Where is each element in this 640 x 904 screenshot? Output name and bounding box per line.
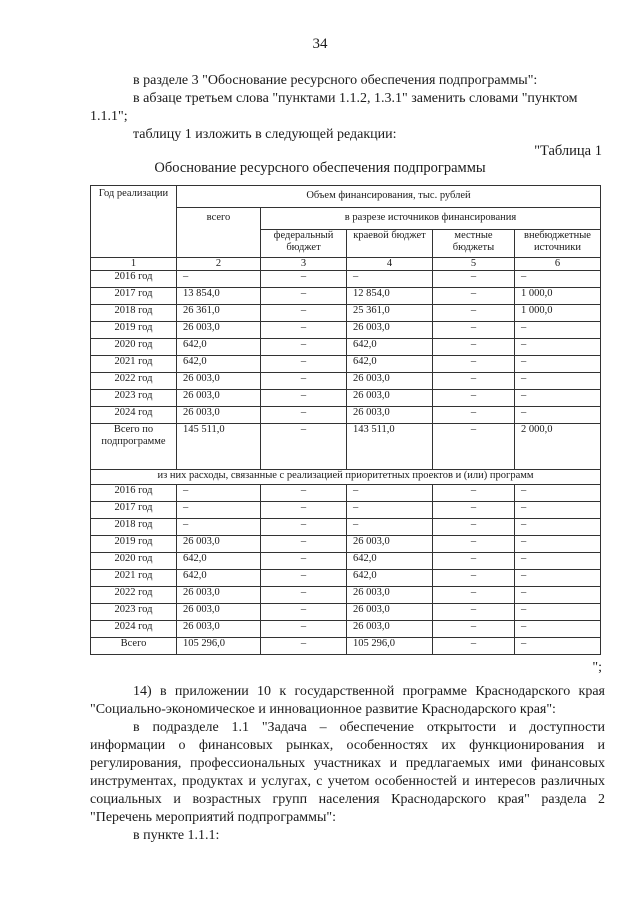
section-label: из них расходы, связанные с реализацией приоритетных проектов и (или) программ [91, 470, 601, 485]
paragraph-point: в пункте 1.1.1: [133, 828, 220, 843]
row-value-cell: – [433, 638, 515, 655]
col-number: 1 [91, 258, 177, 271]
row-year-cell: 2016 год [91, 485, 177, 502]
row-value-cell: 642,0 [347, 356, 433, 373]
row-value-cell: – [261, 502, 347, 519]
row-year-cell: 2023 год [91, 390, 177, 407]
row-value-cell: 13 854,0 [177, 288, 261, 305]
table-row [91, 356, 601, 373]
row-value-cell: – [433, 322, 515, 339]
row-year-cell: 2019 год [91, 536, 177, 553]
row-year-cell: 2022 год [91, 587, 177, 604]
column-number-row [91, 258, 601, 271]
row-value-cell: – [433, 587, 515, 604]
row-value-cell: 642,0 [347, 339, 433, 356]
row-value-cell: 26 361,0 [177, 305, 261, 322]
row-value-cell: – [515, 356, 601, 373]
table-row [91, 373, 601, 390]
row-value-cell: – [515, 604, 601, 621]
header-volume: Объем финансирования, тыс. рублей [177, 186, 601, 208]
paragraph-section3: в разделе 3 "Обоснование ресурсного обеспечения подпрограммы": [133, 73, 538, 88]
row-value-cell: – [433, 424, 515, 470]
row-value-cell: 143 511,0 [347, 424, 433, 470]
table-row [91, 288, 601, 305]
row-value-cell: 105 296,0 [347, 638, 433, 655]
row-year-cell: 2022 год [91, 373, 177, 390]
row-value-cell: 2 000,0 [515, 424, 601, 470]
row-year-cell: 2020 год [91, 553, 177, 570]
row-value-cell: 25 361,0 [347, 305, 433, 322]
row-value-cell: – [261, 485, 347, 502]
row-value-cell: – [261, 356, 347, 373]
row-value-cell: – [433, 604, 515, 621]
row-value-cell: 26 003,0 [177, 390, 261, 407]
row-value-cell: – [515, 536, 601, 553]
header-local: местные бюджеты [433, 230, 515, 258]
row-value-cell: – [177, 271, 261, 288]
table-row [91, 621, 601, 638]
col-number: 3 [261, 258, 347, 271]
row-year-cell: 2017 год [91, 288, 177, 305]
row-year-cell: Всего по подпрограмме [91, 424, 177, 470]
header-year: Год реализации [91, 186, 177, 258]
row-year-cell: 2020 год [91, 339, 177, 356]
row-value-cell: – [261, 373, 347, 390]
row-value-cell: – [261, 536, 347, 553]
row-value-cell: – [347, 485, 433, 502]
row-value-cell: – [261, 390, 347, 407]
row-value-cell: – [261, 570, 347, 587]
paragraph-replace-words-cont: 1.1.1"; [90, 109, 128, 124]
row-year-cell: 2018 год [91, 519, 177, 536]
table-row [91, 271, 601, 288]
table-row [91, 407, 601, 424]
row-value-cell: – [433, 570, 515, 587]
table-row [91, 390, 601, 407]
row-value-cell: – [515, 570, 601, 587]
table-row [91, 305, 601, 322]
row-value-cell: – [261, 407, 347, 424]
row-year-cell: 2019 год [91, 322, 177, 339]
paragraph-table-intro: таблицу 1 изложить в следующей редакции: [133, 127, 397, 142]
row-value-cell: – [347, 271, 433, 288]
row-value-cell: 145 511,0 [177, 424, 261, 470]
row-value-cell: – [261, 587, 347, 604]
row-value-cell: 26 003,0 [347, 322, 433, 339]
row-value-cell: – [177, 485, 261, 502]
table-number: "Таблица 1 [534, 143, 602, 159]
row-value-cell: 642,0 [177, 553, 261, 570]
row-value-cell: 26 003,0 [177, 604, 261, 621]
row-value-cell: 642,0 [347, 553, 433, 570]
row-value-cell: 26 003,0 [177, 587, 261, 604]
table-row [91, 536, 601, 553]
paragraph-subsection: в подразделе 1.1 "Задача – обеспечение открытости и доступности информации о финансовых рынках, особенностях их функционирования и регулирования, профессиональных участниках и предлагаемых ими финансовых инструментах, продуктах и услугах, с учетом особенностей и интересов различных социальных и возрастных групп населения Краснодарского края" раздела 2 "Перечень мероприятий подпрограммы": [90, 720, 605, 825]
table-row [91, 485, 601, 502]
header-federal: федеральный бюджет [261, 230, 347, 258]
row-value-cell: 642,0 [177, 570, 261, 587]
row-year-cell: Всего [91, 638, 177, 655]
row-value-cell: – [261, 288, 347, 305]
row-value-cell: – [261, 271, 347, 288]
row-value-cell: – [261, 339, 347, 356]
row-value-cell: 26 003,0 [347, 407, 433, 424]
row-value-cell: – [433, 407, 515, 424]
header-sources: в разрезе источников финансирования [261, 208, 601, 230]
header-total: всего [177, 208, 261, 258]
row-year-cell: 2024 год [91, 621, 177, 638]
row-value-cell: – [515, 322, 601, 339]
row-year-cell: 2021 год [91, 356, 177, 373]
row-value-cell: 26 003,0 [347, 373, 433, 390]
page-number: 34 [312, 36, 328, 52]
row-value-cell: 642,0 [347, 570, 433, 587]
paragraph-replace-words: в абзаце третьем слова "пунктами 1.1.2, 1.3.1" заменить словами "пунктом [133, 91, 578, 106]
row-year-cell: 2018 год [91, 305, 177, 322]
row-value-cell: 26 003,0 [177, 536, 261, 553]
row-value-cell: – [433, 373, 515, 390]
row-value-cell: – [433, 288, 515, 305]
row-value-cell: 26 003,0 [347, 390, 433, 407]
header-regional: краевой бюджет [347, 230, 433, 258]
table-row [91, 424, 601, 470]
row-value-cell: – [261, 604, 347, 621]
row-value-cell: – [515, 553, 601, 570]
row-value-cell: – [433, 621, 515, 638]
row-value-cell: – [515, 519, 601, 536]
row-value-cell: – [347, 502, 433, 519]
row-value-cell: 642,0 [177, 356, 261, 373]
table-row [91, 322, 601, 339]
row-value-cell: – [515, 638, 601, 655]
row-value-cell: – [433, 305, 515, 322]
table-title: Обоснование ресурсного обеспечения подпрограммы [154, 160, 486, 176]
row-value-cell: – [515, 485, 601, 502]
row-value-cell: 26 003,0 [177, 621, 261, 638]
row-value-cell: – [515, 390, 601, 407]
header-extra: внебюджетные источники [515, 230, 601, 258]
row-value-cell: – [433, 271, 515, 288]
table-row [91, 570, 601, 587]
paragraph-item14: 14) в приложении 10 к государственной программе Краснодарского края "Социально-экономическое и инновационное развитие Краснодарского края": [90, 684, 605, 717]
row-value-cell: 26 003,0 [347, 604, 433, 621]
row-value-cell: 26 003,0 [177, 322, 261, 339]
row-value-cell: 26 003,0 [177, 407, 261, 424]
row-value-cell: – [261, 424, 347, 470]
row-value-cell: – [261, 519, 347, 536]
table-row [91, 587, 601, 604]
row-value-cell: 12 854,0 [347, 288, 433, 305]
row-value-cell: – [515, 271, 601, 288]
row-value-cell: – [515, 621, 601, 638]
row-value-cell: 26 003,0 [347, 587, 433, 604]
row-year-cell: 2023 год [91, 604, 177, 621]
row-value-cell: – [433, 390, 515, 407]
row-year-cell: 2024 год [91, 407, 177, 424]
table-row [91, 553, 601, 570]
row-value-cell: – [177, 502, 261, 519]
row-value-cell: – [515, 587, 601, 604]
row-value-cell: 26 003,0 [347, 536, 433, 553]
col-number: 5 [433, 258, 515, 271]
row-value-cell: 1 000,0 [515, 288, 601, 305]
row-value-cell: – [515, 407, 601, 424]
financing-table [90, 185, 601, 655]
row-value-cell: – [515, 373, 601, 390]
col-number: 6 [515, 258, 601, 271]
end-quote: "; [592, 660, 602, 675]
row-value-cell: – [433, 502, 515, 519]
section-row [91, 470, 601, 485]
table-row [91, 519, 601, 536]
row-value-cell: – [347, 519, 433, 536]
table-row [91, 502, 601, 519]
row-value-cell: – [261, 553, 347, 570]
row-value-cell: – [261, 621, 347, 638]
row-value-cell: 642,0 [177, 339, 261, 356]
row-value-cell: – [177, 519, 261, 536]
row-value-cell: – [261, 638, 347, 655]
row-value-cell: – [433, 553, 515, 570]
col-number: 2 [177, 258, 261, 271]
row-value-cell: – [433, 339, 515, 356]
row-value-cell: 26 003,0 [177, 373, 261, 390]
table-row [91, 604, 601, 621]
row-value-cell: 1 000,0 [515, 305, 601, 322]
row-value-cell: – [433, 536, 515, 553]
row-value-cell: – [433, 485, 515, 502]
table-row [91, 638, 601, 655]
table-row [91, 339, 601, 356]
row-value-cell: – [515, 339, 601, 356]
row-value-cell: 26 003,0 [347, 621, 433, 638]
row-year-cell: 2016 год [91, 271, 177, 288]
row-value-cell: – [261, 305, 347, 322]
row-value-cell: – [261, 322, 347, 339]
row-year-cell: 2021 год [91, 570, 177, 587]
col-number: 4 [347, 258, 433, 271]
row-value-cell: 105 296,0 [177, 638, 261, 655]
row-year-cell: 2017 год [91, 502, 177, 519]
row-value-cell: – [433, 356, 515, 373]
row-value-cell: – [433, 519, 515, 536]
row-value-cell: – [515, 502, 601, 519]
